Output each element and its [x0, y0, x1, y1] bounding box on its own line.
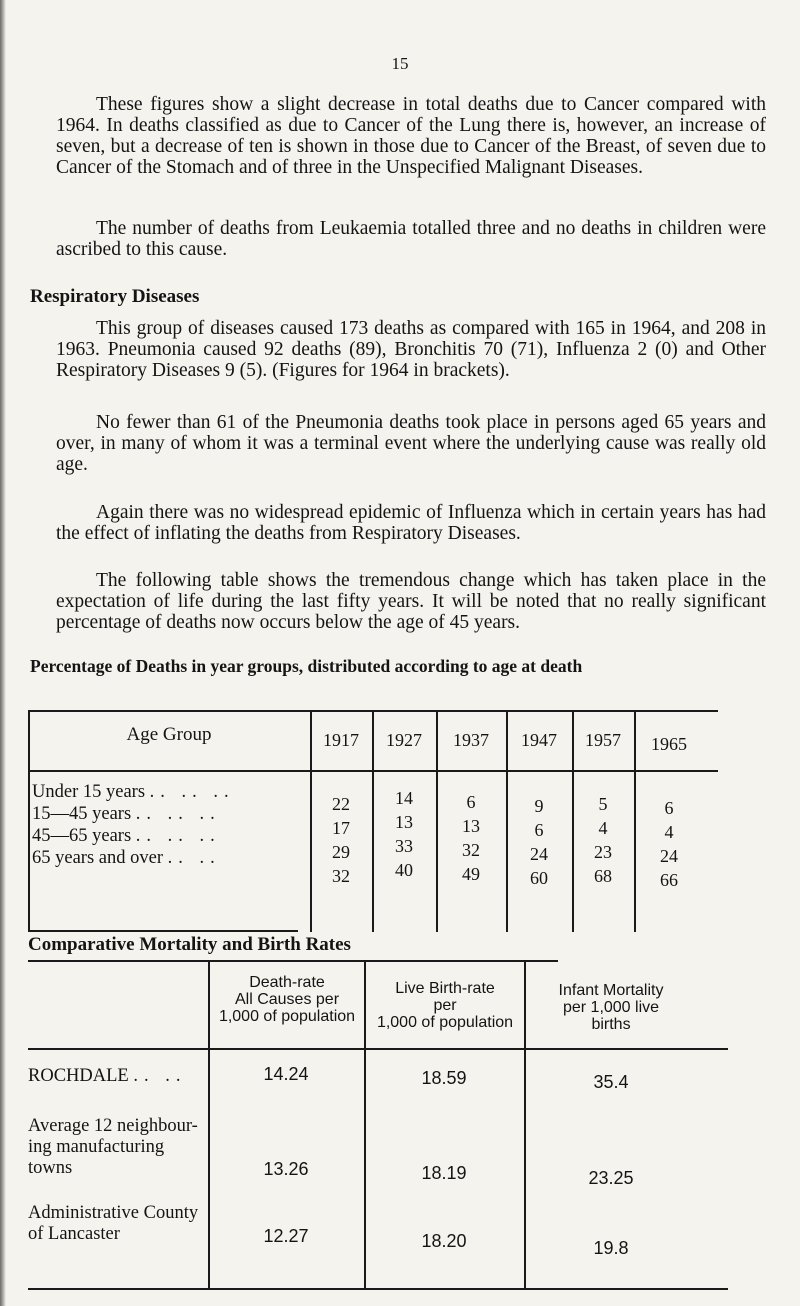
table-cell: 66 — [660, 870, 678, 890]
table-cell: 4 — [664, 822, 674, 842]
table-cell: 23 — [594, 842, 612, 862]
age-group-table — [28, 710, 718, 930]
year-header: 1947 — [521, 730, 557, 750]
rates-cell: 19.8 — [593, 1238, 629, 1258]
table-cell: 13 — [462, 816, 480, 836]
table-cell: 9 — [534, 796, 544, 816]
year-header: 1937 — [453, 730, 489, 750]
age-row-label: Under 15 years .. .. .. — [32, 782, 235, 802]
rates-row-label: Administrative County of Lancaster — [28, 1203, 199, 1244]
rates-cell: 18.20 — [421, 1231, 467, 1251]
age-row-label: 65 years and over .. .. — [32, 848, 221, 868]
respiratory-heading: Respiratory Diseases — [30, 286, 200, 307]
page-edge-shadow — [0, 0, 6, 1306]
birth-rate-header: Live Birth-rate per 1,000 of population — [376, 980, 514, 1031]
respiratory-paragraph-3: Again there was no widespread epidemic of Influenza which in certain years has had the effect of inflating the deaths from Respiratory Diseases. — [56, 502, 766, 544]
table-cell: 5 — [598, 794, 608, 814]
table-cell: 33 — [395, 836, 413, 856]
age-row-label: 15—45 years .. .. .. — [32, 804, 221, 824]
age-row-label: 45—65 years .. .. .. — [32, 826, 221, 846]
table-cell: 60 — [530, 868, 548, 888]
table-cell: 32 — [462, 840, 480, 860]
rates-cell: 35.4 — [593, 1072, 629, 1092]
cancer-paragraph: These figures show a slight decrease in total deaths due to Cancer compared with 1964. In deaths classified as due to Cancer of the Lung there is, however, an increase of seven, but a decrease of ten is shown in those due to Cancer of the Breast, of seven due to Cancer of the Stomach and of three in the Unspecified Malignant Diseases. — [56, 94, 766, 178]
age-table-title: Percentage of Deaths in year groups, distributed according to age at death — [30, 656, 583, 676]
table-cell: 49 — [462, 864, 480, 884]
table-cell: 24 — [660, 846, 678, 866]
respiratory-paragraph-1: This group of diseases caused 173 deaths as compared with 165 in 1964, and 208 in 1963. Pneumonia caused 92 deaths (89), Bronchitis 70 (71), Influenza 2 (0) and Other Respiratory Diseases 9 (5). (Figures for 1964 in brackets). — [56, 318, 766, 381]
year-header: 1927 — [386, 730, 422, 750]
year-header: 1957 — [585, 730, 621, 750]
age-group-header: Age Group — [126, 724, 212, 745]
table-cell: 6 — [534, 820, 544, 840]
table-cell: 4 — [598, 818, 608, 838]
rates-row-label: ROCHDALE .. .. — [28, 1066, 187, 1086]
table-cell: 32 — [332, 866, 350, 886]
table-cell: 29 — [332, 842, 350, 862]
rates-row-label: Average 12 neighbour- ing manufacturing towns — [28, 1116, 198, 1178]
table-cell: 6 — [664, 798, 674, 818]
leukaemia-paragraph: The number of deaths from Leukaemia totalled three and no deaths in children were ascribed to this cause. — [56, 218, 766, 260]
table-cell: 40 — [395, 860, 413, 880]
respiratory-paragraph-2: No fewer than 61 of the Pneumonia deaths took place in persons aged 65 years and over, in many of whom it was a terminal event where the underlying cause was really old age. — [56, 412, 766, 475]
table-cell: 14 — [395, 788, 413, 808]
rates-cell: 18.59 — [421, 1068, 467, 1088]
table-cell: 17 — [332, 818, 350, 838]
table-cell: 22 — [332, 794, 350, 814]
rates-cell: 14.24 — [263, 1064, 309, 1084]
rates-cell: 12.27 — [263, 1226, 309, 1246]
death-rate-header: Death-rate All Causes per 1,000 of population — [218, 974, 356, 1025]
table-cell: 68 — [594, 866, 612, 886]
rates-table-title: Comparative Mortality and Birth Rates — [28, 934, 351, 955]
year-header: 1965 — [651, 734, 687, 754]
table-cell: 24 — [530, 844, 548, 864]
respiratory-paragraph-4: The following table shows the tremendous change which has taken place in the expectation of life during the last fifty years. It will be noted that no really significant percentage of deaths now occurs below the age of 45 years. — [56, 570, 766, 633]
table-cell: 13 — [395, 812, 413, 832]
page-number: 15 — [391, 54, 409, 73]
rates-table — [28, 960, 728, 1290]
table-cell: 6 — [466, 792, 476, 812]
rates-cell: 18.19 — [421, 1163, 467, 1183]
rates-cell: 23.25 — [588, 1168, 634, 1188]
year-header: 1917 — [323, 730, 359, 750]
infant-mortality-header: Infant Mortality per 1,000 live births — [558, 982, 664, 1033]
rates-cell: 13.26 — [263, 1159, 309, 1179]
